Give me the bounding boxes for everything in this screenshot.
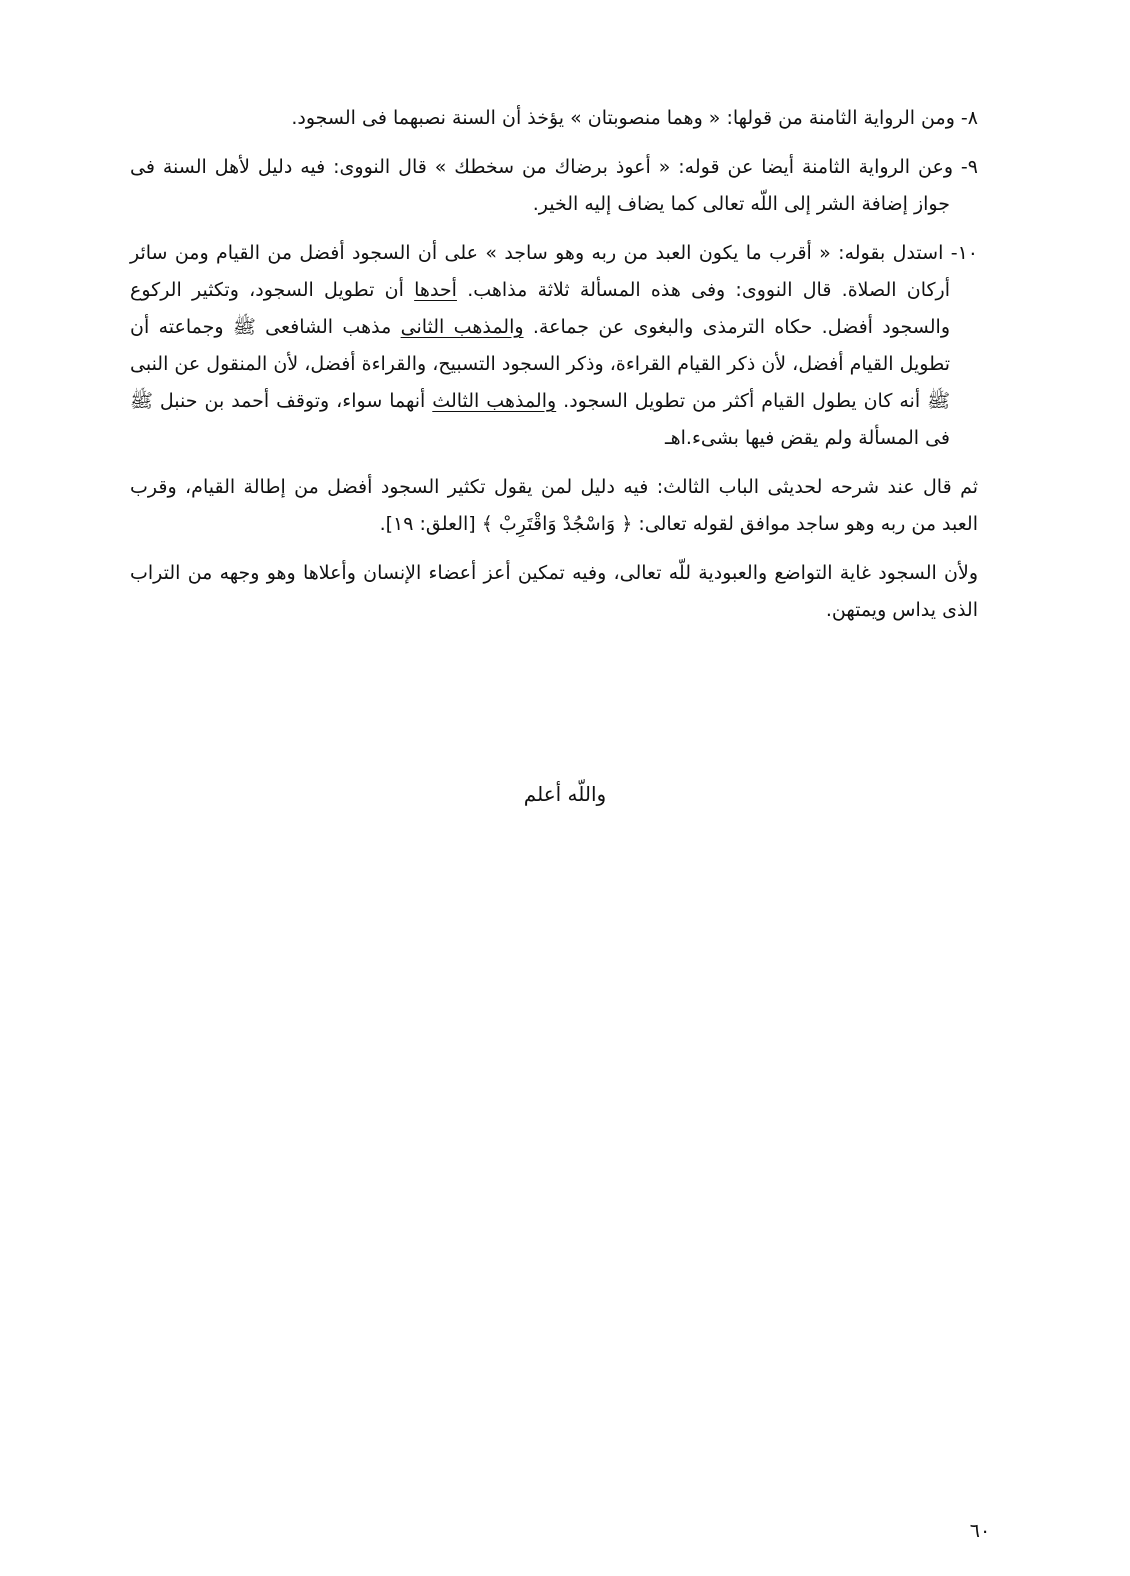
- item-10-part-2: أن تطويل السجود، وتكثير الركوع والسجود أفضل. حكاه الترمذى والبغوى عن جماعة.: [130, 279, 951, 338]
- item-8: ٨- ومن الرواية الثامنة من قولها: « وهما منصوبتان » يؤخذ أن السنة نصبهما فى السجود.: [291, 107, 978, 129]
- underlined-second-madhhab: والمذهب الثانى: [400, 316, 524, 338]
- item-10-part-3: مذهب الشافعى ﷺ وجماعته أن تطويل القيام أفضل، لأن ذكر القيام القراءة، وذكر السجود التسبيح، والقراءة أفضل، لأن المنقول عن النبى ﷺ أنه كان يطول القيام أكثر من تطويل السجود.: [130, 316, 951, 412]
- item-9: ٩- وعن الرواية الثامنة أيضا عن قوله: « أعوذ برضاك من سخطك » قال النووى: فيه دليل لأهل السنة فى جواز إضافة الشر إلى اللّه تعالى كما يضاف إليه الخير.: [130, 156, 978, 215]
- item-10-part-1: ١٠- استدل بقوله: « أقرب ما يكون العبد من ربه وهو ساجد » على أن السجود أفضل من القيام ومن سائر أركان الصلاة. قال النووى: وفى هذه المسألة ثلاثة مذاهب.: [130, 242, 978, 301]
- item-10-part-4: أنهما سواء، وتوقف أحمد بن حنبل ﷺ فى المسألة ولم يقض فيها بشىء.اهـ: [130, 390, 950, 449]
- page-number: ٦٠: [969, 1520, 991, 1542]
- conclusion-paragraph: ولأن السجود غاية التواضع والعبودية للّه تعالى، وفيه تمكين أعز أعضاء الإنسان وأعلاها وهو وجهه من التراب الذى يداس ويمتهن.: [130, 562, 978, 621]
- item-10: [130, 235, 978, 457]
- closing-phrase: واللّه أعلم: [523, 782, 607, 806]
- commentary-paragraph: ثم قال عند شرحه لحديثى الباب الثالث: فيه دليل لمن يقول تكثير السجود أفضل من إطالة القيام، وقرب العبد من ربه وهو ساجد موافق لقوله تعالى: ﴿ وَاسْجُدْ وَاقْتَرِبْ ﴾ [العلق: ١٩].: [130, 476, 978, 535]
- underlined-first: أحدها: [414, 279, 457, 301]
- page-body: [130, 100, 978, 641]
- underlined-third-madhhab: والمذهب الثالث: [432, 390, 557, 412]
